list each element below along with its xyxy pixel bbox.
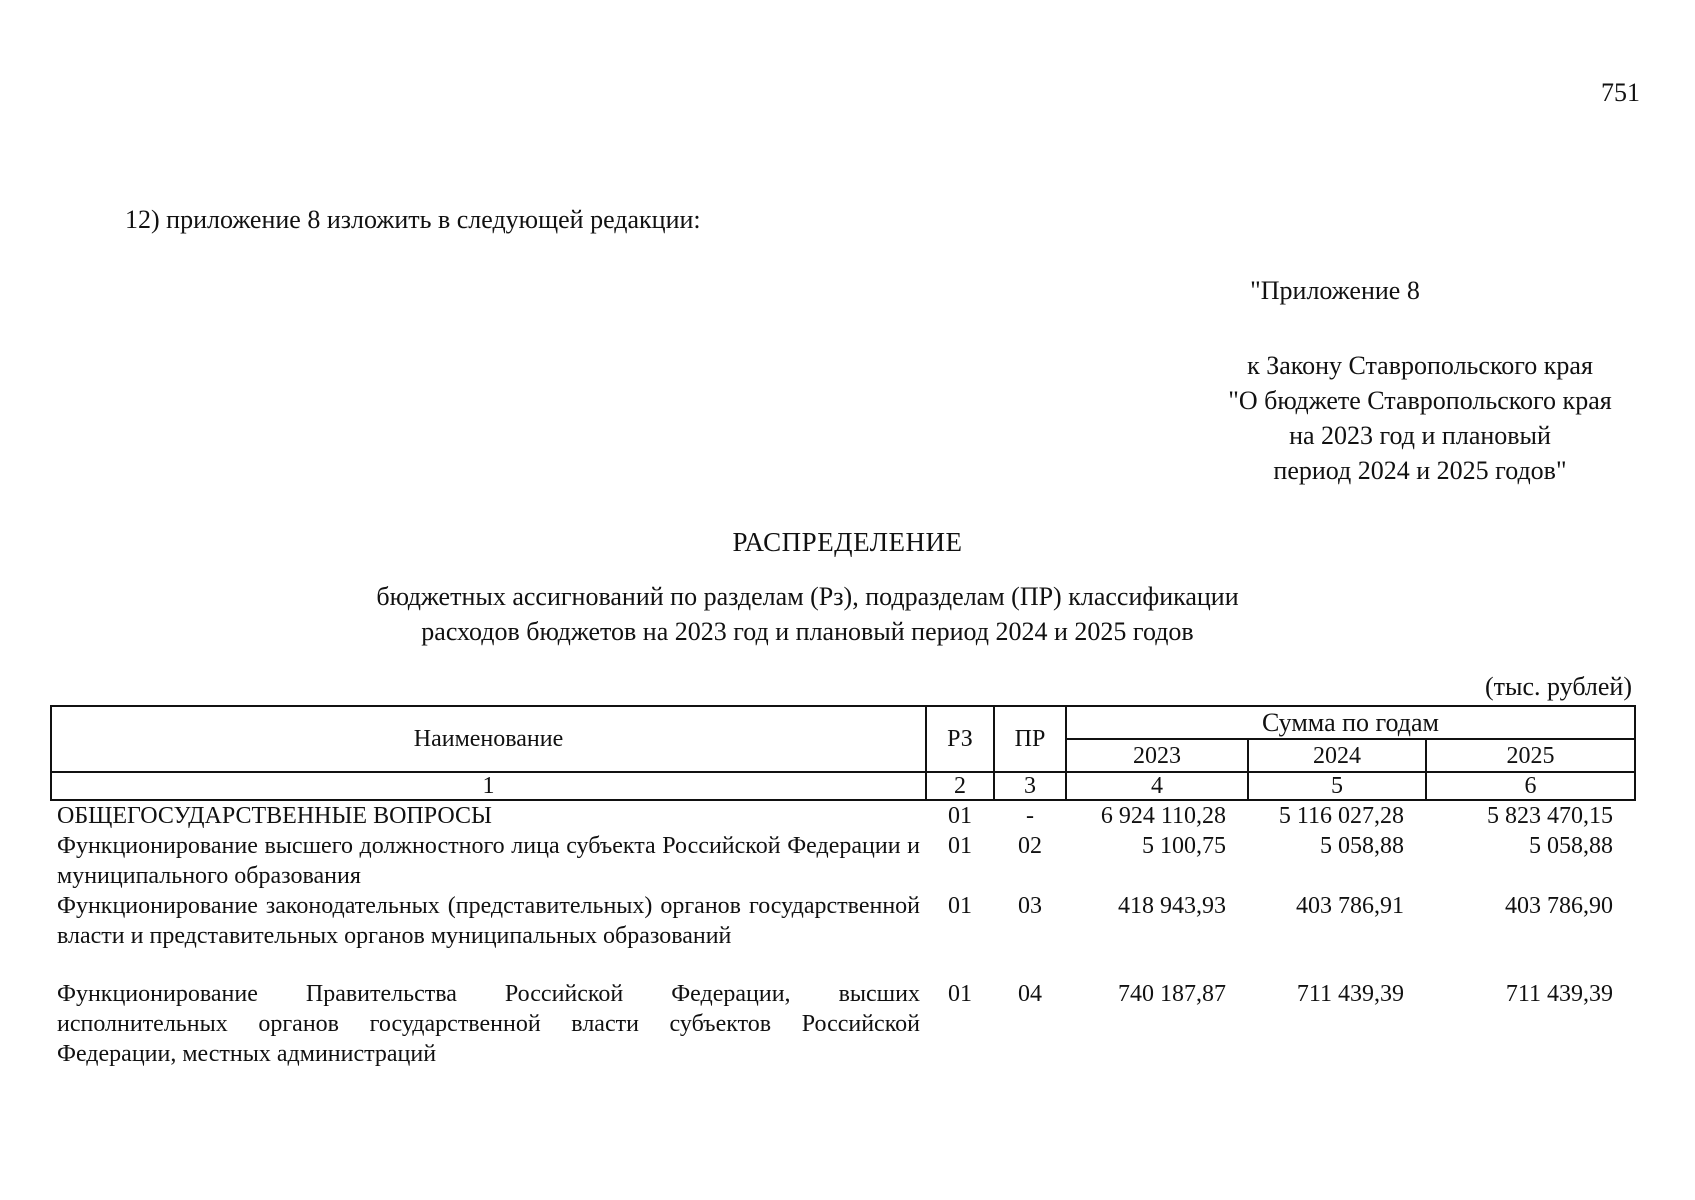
row-amount-2024: 5 058,88 xyxy=(1320,833,1404,859)
row-rz: 01 xyxy=(948,833,972,859)
table-row xyxy=(51,800,1635,831)
row-amount-2025: 5 058,88 xyxy=(1529,833,1613,859)
column-number: 4 xyxy=(1066,772,1248,800)
header-name: Наименование xyxy=(51,706,926,772)
header-sum-by-years: Сумма по годам xyxy=(1066,706,1635,739)
row-name: Функционирование Правительства Российской Федерации, высших исполнительных органов государственной власти субъектов Российской Федерации, местных администраций xyxy=(57,981,920,1067)
document-title: РАСПРЕДЕЛЕНИЕ xyxy=(732,527,963,557)
row-name: ОБЩЕГОСУДАРСТВЕННЫЕ ВОПРОСЫ xyxy=(57,803,492,829)
column-number: 5 xyxy=(1248,772,1426,800)
table-row xyxy=(51,979,1635,1069)
row-amount-2023: 6 924 110,28 xyxy=(1100,803,1226,829)
header-year-2025: 2025 xyxy=(1426,739,1635,772)
appendix-line: на 2023 год и плановый xyxy=(1289,421,1551,450)
column-number: 3 xyxy=(994,772,1066,800)
table-row xyxy=(51,831,1635,891)
row-amount-2024: 5 116 027,28 xyxy=(1278,803,1404,829)
row-amount-2024: 403 786,91 xyxy=(1296,893,1404,919)
row-amount-2024: 711 439,39 xyxy=(1296,981,1404,1007)
column-number-row xyxy=(51,772,1635,800)
budget-table xyxy=(50,705,1636,1069)
appendix-line: к Закону Ставропольского края xyxy=(1247,351,1593,380)
row-amount-2023: 418 943,93 xyxy=(1118,893,1226,919)
column-number: 2 xyxy=(926,772,994,800)
row-amount-2025: 403 786,90 xyxy=(1505,893,1613,919)
spacer-cell xyxy=(51,951,1635,979)
header-year-2024: 2024 xyxy=(1248,739,1426,772)
appendix-line: период 2024 и 2025 годов" xyxy=(1273,456,1567,485)
row-name: Функционирование высшего должностного лица субъекта Российской Федерации и муниципального образования xyxy=(57,833,920,889)
header-pr: ПР xyxy=(994,706,1066,772)
document-subtitle: расходов бюджетов на 2023 год и плановый период 2024 и 2025 годов xyxy=(421,617,1194,646)
column-number: 1 xyxy=(51,772,926,800)
column-number: 6 xyxy=(1426,772,1635,800)
row-pr: - xyxy=(1026,803,1034,829)
table-row xyxy=(51,891,1635,951)
row-spacer xyxy=(51,951,1635,979)
row-rz: 01 xyxy=(948,803,972,829)
row-pr: 04 xyxy=(1018,981,1042,1007)
units-label: (тыс. рублей) xyxy=(1484,672,1632,701)
header-year-2023: 2023 xyxy=(1066,739,1248,772)
row-amount-2023: 5 100,75 xyxy=(1142,833,1226,859)
row-name: Функционирование законодательных (представительных) органов государственной власти и представительных органов муниципальных образований xyxy=(57,893,920,949)
row-pr: 02 xyxy=(1018,833,1042,859)
appendix-title: "Приложение 8 xyxy=(1250,276,1420,305)
row-amount-2025: 711 439,39 xyxy=(1505,981,1613,1007)
document-subtitle: бюджетных ассигнований по разделам (Рз), подразделам (ПР) классификации xyxy=(376,582,1239,611)
row-amount-2025: 5 823 470,15 xyxy=(1487,803,1613,829)
row-rz: 01 xyxy=(948,893,972,919)
appendix-line: "О бюджете Ставропольского края xyxy=(1228,386,1612,415)
page-number: 751 xyxy=(1601,78,1640,107)
row-amount-2023: 740 187,87 xyxy=(1118,981,1226,1007)
row-pr: 03 xyxy=(1018,893,1042,919)
header-rz: РЗ xyxy=(926,706,994,772)
intro-text: 12) приложение 8 изложить в следующей редакции: xyxy=(125,205,701,234)
row-rz: 01 xyxy=(948,981,972,1007)
